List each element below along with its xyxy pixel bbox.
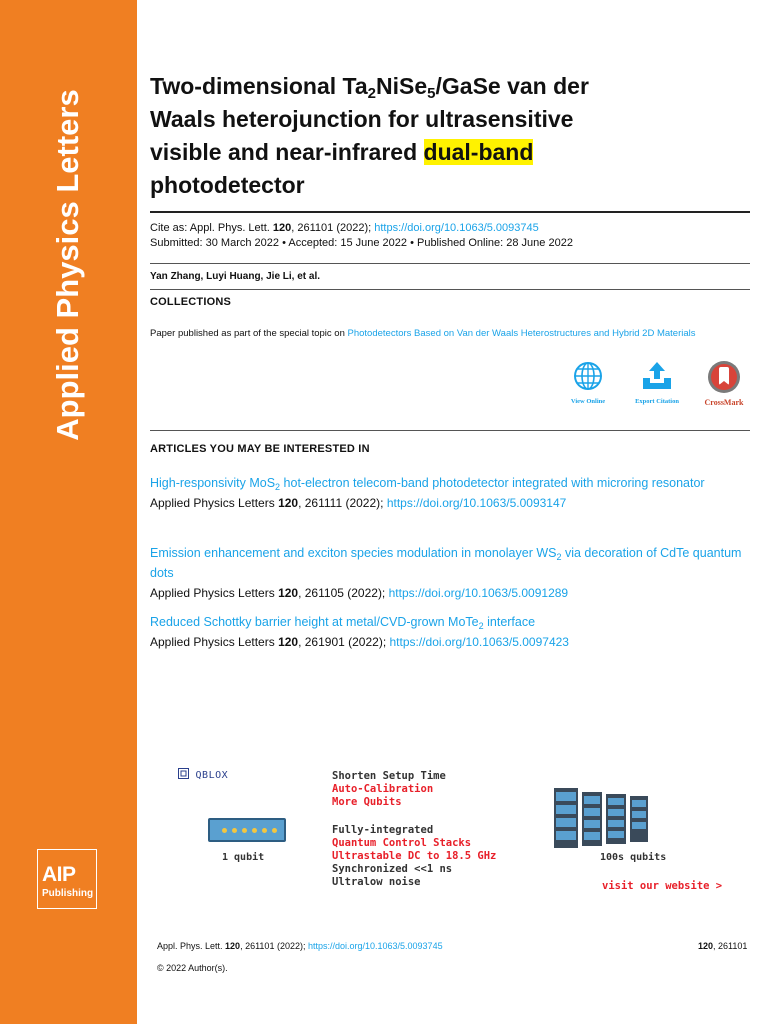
crossmark-button[interactable] <box>689 360 759 407</box>
crossmark-icon <box>707 360 741 394</box>
globe-icon <box>572 360 604 392</box>
title-line-3: visible and near-infrared dual-band <box>150 139 534 165</box>
visit-website-link[interactable]: visit our website > <box>602 880 723 892</box>
footer-citation: Appl. Phys. Lett. 120, 261101 (2022); https://doi.org/10.1063/5.0093745 <box>157 941 443 951</box>
related-article-citation: Applied Physics Letters 120, 261901 (2022); https://doi.org/10.1063/5.0097423 <box>150 635 569 649</box>
export-citation-label: Export Citation <box>635 398 679 405</box>
logo-line-aip: AIP <box>42 863 76 886</box>
ad-spec: Synchronized <<1 ns <box>332 863 453 875</box>
export-icon <box>640 360 674 392</box>
collections-heading: COLLECTIONS <box>150 296 232 308</box>
qblox-advertisement[interactable] <box>170 756 740 906</box>
related-article-citation: Applied Physics Letters 120, 261111 (2022); https://doi.org/10.1063/5.0093147 <box>150 496 567 510</box>
related-article-title-link[interactable]: High-responsivity MoS$_2$ hot-electron telecom-band photodetector integrated with microring resonator <box>150 476 705 492</box>
logo-line-publishing: Publishing <box>42 888 94 899</box>
journal-sidebar <box>0 0 137 1024</box>
related-article <box>150 473 750 513</box>
author-list[interactable]: Yan Zhang, Luyi Huang, Jie Li, et al. <box>150 271 321 282</box>
title-line-4: photodetector <box>150 172 305 198</box>
ad-feature: Quantum Control Stacks <box>332 837 472 849</box>
qblox-logo: QBLOX <box>178 768 228 781</box>
divider <box>150 430 750 431</box>
copyright-notice: © 2022 Author(s). <box>157 963 228 973</box>
divider <box>150 263 750 264</box>
related-article-citation: Applied Physics Letters 120, 261105 (2022); https://doi.org/10.1063/5.0091289 <box>150 586 569 600</box>
aip-publishing-logo[interactable] <box>37 849 97 909</box>
related-article-title-link[interactable]: Reduced Schottky barrier height at metal/CVD-grown MoTe$_2$ interface <box>150 615 536 631</box>
related-article-doi-link[interactable]: https://doi.org/10.1063/5.0091289 <box>388 586 569 600</box>
collections-text: Paper published as part of the special topic on Photodetectors Based on Van der Waals Heterostructures and Hybrid 2D Materials <box>150 328 696 339</box>
single-qubit-label: 1 qubit <box>222 852 265 863</box>
related-article <box>150 543 750 603</box>
multi-qubit-label: 100s qubits <box>600 852 667 863</box>
article-title <box>150 70 750 202</box>
ad-feature: More Qubits <box>332 796 402 808</box>
view-online-button[interactable] <box>553 360 623 405</box>
ad-feature: Auto-Calibration <box>332 783 434 795</box>
article-doi-link[interactable]: https://doi.org/10.1063/5.0093745 <box>374 222 539 234</box>
related-articles-heading: ARTICLES YOU MAY BE INTERESTED IN <box>150 443 370 455</box>
server-racks-image <box>554 786 664 850</box>
publication-dates: Submitted: 30 March 2022 • Accepted: 15 June 2022 • Published Online: 28 June 2022 <box>150 237 573 249</box>
special-topic-link[interactable]: Photodetectors Based on Van der Waals Heterostructures and Hybrid 2D Materials <box>347 328 696 339</box>
ad-tagline: Shorten Setup Time <box>332 770 446 782</box>
qblox-logo-icon <box>178 768 189 779</box>
ad-tagline: Fully-integrated <box>332 824 434 836</box>
cite-as-line: Cite as: Appl. Phys. Lett. 120, 261101 (2022); https://doi.org/10.1063/5.0093745 <box>150 222 539 234</box>
footer-doi-link[interactable]: https://doi.org/10.1063/5.0093745 <box>307 941 443 951</box>
footer-page-ref: 120, 261101 <box>698 941 748 951</box>
divider <box>150 289 750 290</box>
related-article-doi-link[interactable]: https://doi.org/10.1063/5.0093147 <box>386 496 567 510</box>
related-article <box>150 612 750 652</box>
related-article-doi-link[interactable]: https://doi.org/10.1063/5.0097423 <box>389 635 569 649</box>
title-line-2: Waals heterojunction for ultrasensitive <box>150 106 574 132</box>
highlighted-term: dual-band <box>423 139 534 165</box>
title-line-1: Two-dimensional $Ta_2NiSe_5$/GaSe van der <box>150 73 589 102</box>
ad-feature: Ultrastable DC to 18.5 GHz <box>332 850 497 862</box>
journal-name: Applied Physics Letters <box>50 89 85 441</box>
related-article-title-link[interactable]: Emission enhancement and exciton species modulation in monolayer $WS_2$ via decoration of CdTe quantum dots <box>150 546 742 580</box>
single-qubit-device-image <box>208 818 286 842</box>
ad-spec: Ultralow noise <box>332 876 421 888</box>
view-online-label: View Online <box>570 398 606 405</box>
divider <box>150 211 750 213</box>
export-citation-button[interactable] <box>622 360 692 405</box>
crossmark-label: CrossMark <box>704 398 744 407</box>
